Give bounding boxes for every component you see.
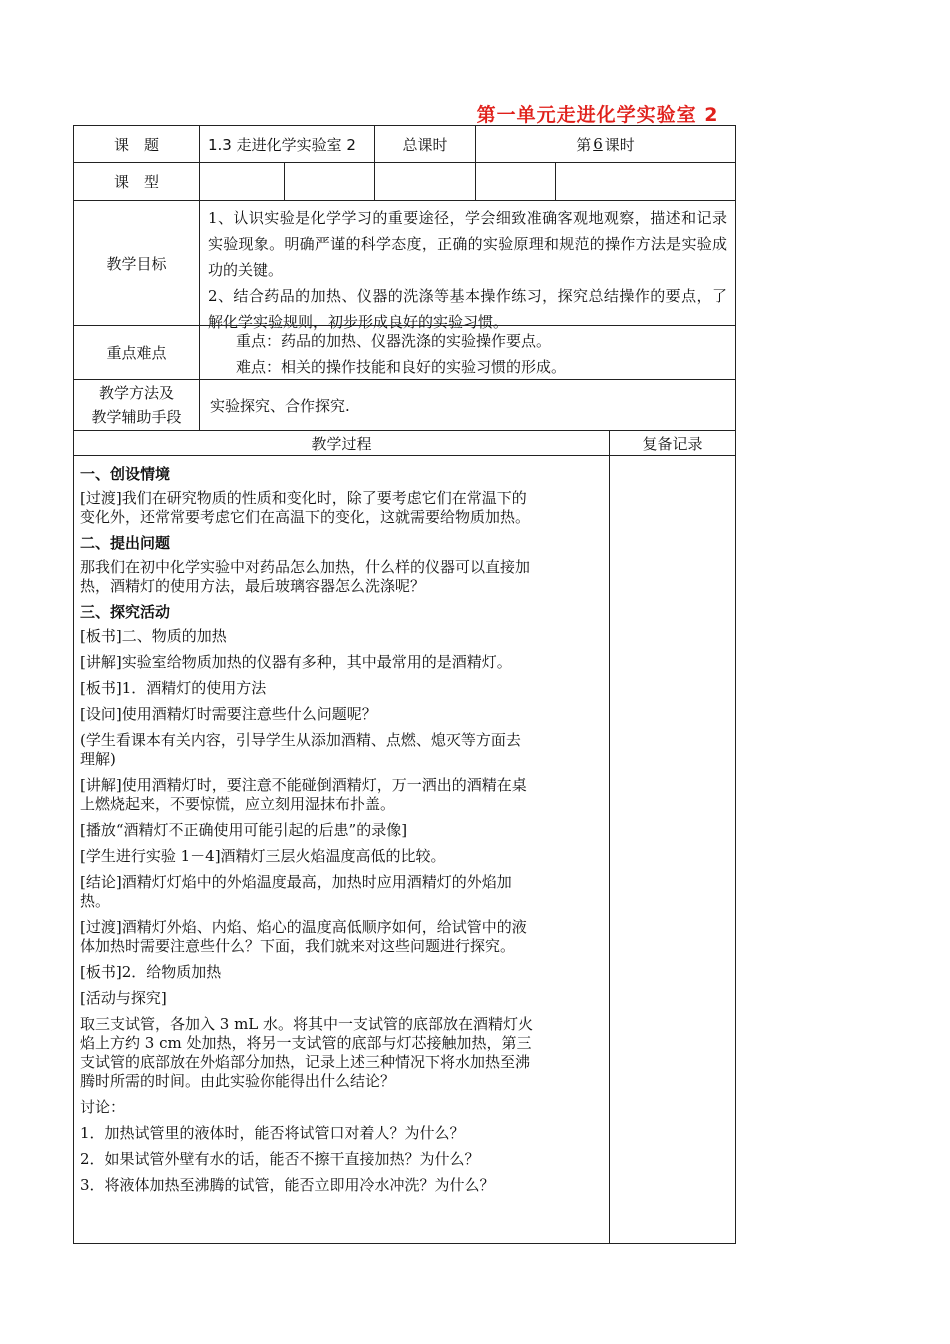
methods-label-cell: 教学方法及 教学辅助手段: [73, 379, 200, 431]
type-label-cell: 课 型: [73, 162, 200, 201]
goal-1: 1、认识实验是化学学习的重要途径，学会细致准确客观地观察，描述和记录实验现象。明确严谨的科学态度，正确的实验原理和规范的操作方法是实验成功的关键。: [208, 209, 727, 279]
paragraph: [过渡]我们在研究物质的性质和变化时，除了要考虑它们在常温下的变化外，还常常要考虑它们在高温下的变化，这就需要给物质加热。: [80, 489, 531, 526]
process-content: [80, 462, 535, 1202]
paragraph: 那我们在初中化学实验中对药品怎么加热，什么样的仪器可以直接加热，酒精灯的使用方法，最后玻璃容器怎么洗涤呢？: [80, 558, 531, 595]
paragraph: [播放“酒精灯不正确使用可能引起的后患”的录像]: [80, 821, 408, 839]
section-heading: 三、探究活动: [80, 603, 171, 621]
record-body-cell: [609, 455, 736, 1244]
discussion-question: 1．加热试管里的液体时，能否将试管口对着人？为什么？: [80, 1124, 465, 1142]
section-heading: 一、创设情境: [80, 465, 171, 483]
goals-content-cell: [199, 200, 736, 331]
record-header-cell: 复备记录: [609, 430, 736, 456]
paragraph: [结论]酒精灯灯焰中的外焰温度最高，加热时应用酒精灯的外焰加热。: [80, 873, 512, 910]
difficult-point: 难点：相关的操作技能和良好的实验习惯的形成。: [236, 358, 567, 376]
process-header-cell: 教学过程: [73, 430, 610, 456]
paragraph: 讨论：: [80, 1098, 126, 1116]
lesson-number: 6: [593, 135, 603, 153]
key-points-content-cell: [199, 325, 736, 380]
lesson-number-cell: 第 6 课时: [475, 125, 736, 163]
paragraph: [学生进行实验 1－4]酒精灯三层火焰温度高低的比较。: [80, 847, 446, 865]
paragraph: [板书]2．给物质加热: [80, 963, 222, 981]
paragraph: [设问]使用酒精灯时需要注意些什么问题呢？: [80, 705, 377, 723]
paragraph: [板书]二、物质的加热: [80, 627, 227, 645]
paragraph: (学生看课本有关内容，引导学生从添加酒精、点燃、熄灭等方面去理解): [80, 731, 521, 768]
paragraph: [讲解]使用酒精灯时，要注意不能碰倒酒精灯，万一洒出的酒精在桌上燃烧起来，不要惊慌，应立刻用湿抹布扑盖。: [80, 776, 527, 813]
type-cell-3: [374, 162, 476, 201]
topic-value-cell: 1.3 走进化学实验室 2: [199, 125, 375, 163]
goal-2: 2、结合药品的加热、仪器的洗涤等基本操作练习，探究总结操作的要点，了解化学实验规则，初步形成良好的实验习惯。: [208, 287, 727, 331]
key-point: 重点：药品的加热、仪器洗涤的实验操作要点。: [236, 332, 552, 350]
goals-label-cell: 教学目标: [73, 200, 200, 326]
discussion-question: 3．将液体加热至沸腾的试管，能否立即用冷水冲洗？为什么？: [80, 1176, 495, 1194]
topic-label-cell: 课 题: [73, 125, 200, 163]
paragraph: 取三支试管，各加入 3 mL 水。将其中一支试管的底部放在酒精灯火焰上方约 3 cm 处加热，将另一支试管的底部与灯芯接触加热，第三支试管的底部放在外焰部分加热，记录上述三种情况下将水加热至沸腾时所需的时间。由此实验你能得出什么结论？: [80, 1015, 534, 1090]
paragraph: [活动与探究]: [80, 989, 167, 1007]
paragraph: [过渡]酒精灯外焰、内焰、焰心的温度高低顺序如何，给试管中的液体加热时需要注意些什么？下面，我们就来对这些问题进行探究。: [80, 918, 527, 955]
type-cell-4: [475, 162, 556, 201]
discussion-question: 2．如果试管外壁有水的话，能否不擦干直接加热？为什么？: [80, 1150, 480, 1168]
paragraph: [板书]1．酒精灯的使用方法: [80, 679, 267, 697]
total-hours-label-cell: 总课时: [374, 125, 476, 163]
type-cell-5: [555, 162, 736, 201]
type-cell-1: [199, 162, 285, 201]
key-points-label-cell: 重点难点: [73, 325, 200, 380]
section-heading: 二、提出问题: [80, 534, 171, 552]
type-cell-2: [284, 162, 375, 201]
paragraph: [讲解]实验室给物质加热的仪器有多种，其中最常用的是酒精灯。: [80, 653, 512, 671]
methods-content-cell: 实验探究、合作探究.: [199, 379, 736, 431]
document-title: 第一单元走进化学实验室 2: [476, 104, 719, 126]
